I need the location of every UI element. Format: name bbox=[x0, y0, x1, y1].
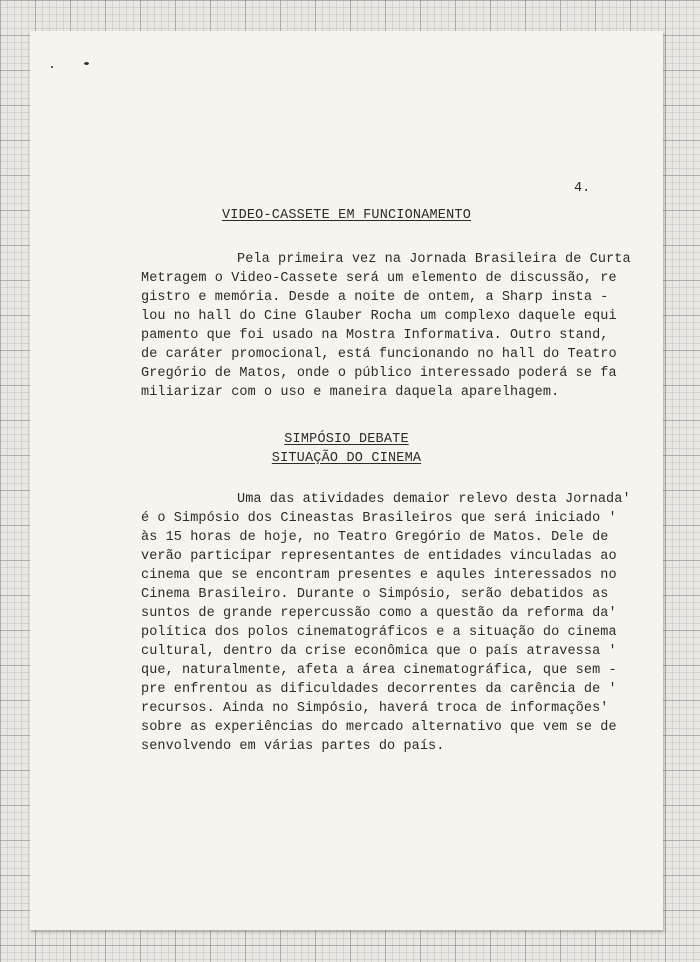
text-line: política dos polos cinematográficos e a situação do cinema bbox=[141, 625, 617, 640]
text-line: recursos. Ainda no Simpósio, haverá troca de informações' bbox=[141, 701, 609, 716]
paragraph-simposio bbox=[141, 490, 631, 756]
text-line: Uma das atividades demaior relevo desta Jornada' bbox=[237, 492, 631, 507]
text-line: cultural, dentro da crise econômica que o país atravessa ' bbox=[141, 644, 617, 659]
text-line: miliarizar com o uso e maneira daquela aparelhagem. bbox=[141, 385, 560, 400]
page-number: 4. bbox=[574, 181, 591, 196]
text-line: lou no hall do Cine Glauber Rocha um complexo daquele equi bbox=[141, 309, 617, 324]
section-title-video-cassete bbox=[30, 208, 663, 223]
text-line: sobre as experiências do mercado alternativo que vem se de bbox=[141, 720, 617, 735]
text-line: Metragem o Video-Cassete será um elemento de discussão, re bbox=[141, 271, 617, 286]
section-title-text: VIDEO-CASSETE EM FUNCIONAMENTO bbox=[221, 208, 472, 223]
section-subtitle-text: SITUAÇÃO DO CINEMA bbox=[271, 451, 422, 466]
section-subtitle-simposio bbox=[30, 451, 663, 466]
text-line: que, naturalmente, afeta a área cinematográfica, que sem - bbox=[141, 663, 617, 678]
text-line: Gregório de Matos, onde o público interessado poderá se fa bbox=[141, 366, 617, 381]
ink-speck bbox=[51, 66, 53, 68]
ink-speck bbox=[84, 62, 89, 65]
text-line: gistro e memória. Desde a noite de ontem, a Sharp insta - bbox=[141, 290, 609, 305]
text-line: Cinema Brasileiro. Durante o Simpósio, serão debatidos as bbox=[141, 587, 609, 602]
paragraph-video-cassete bbox=[141, 250, 631, 402]
text-line: às 15 horas de hoje, no Teatro Gregório de Matos. Dele de bbox=[141, 530, 609, 545]
paper-sheet bbox=[30, 31, 663, 930]
text-line: Pela primeira vez na Jornada Brasileira de Curta bbox=[237, 252, 631, 267]
text-line: de caráter promocional, está funcionando no hall do Teatro bbox=[141, 347, 617, 362]
text-line: pre enfrentou as dificuldades decorrentes da carência de ' bbox=[141, 682, 617, 697]
section-title-text: SIMPÓSIO DEBATE bbox=[284, 432, 409, 447]
section-title-simposio bbox=[30, 432, 663, 447]
text-line: senvolvendo em várias partes do país. bbox=[141, 739, 445, 754]
text-line: pamento que foi usado na Mostra Informativa. Outro stand, bbox=[141, 328, 609, 343]
text-line: cinema que se encontram presentes e aqules interessados no bbox=[141, 568, 617, 583]
text-line: verão participar representantes de entidades vinculadas ao bbox=[141, 549, 617, 564]
text-line: é o Simpósio dos Cineastas Brasileiros que será iniciado ' bbox=[141, 511, 617, 526]
text-line: suntos de grande repercussão como a questão da reforma da' bbox=[141, 606, 617, 621]
